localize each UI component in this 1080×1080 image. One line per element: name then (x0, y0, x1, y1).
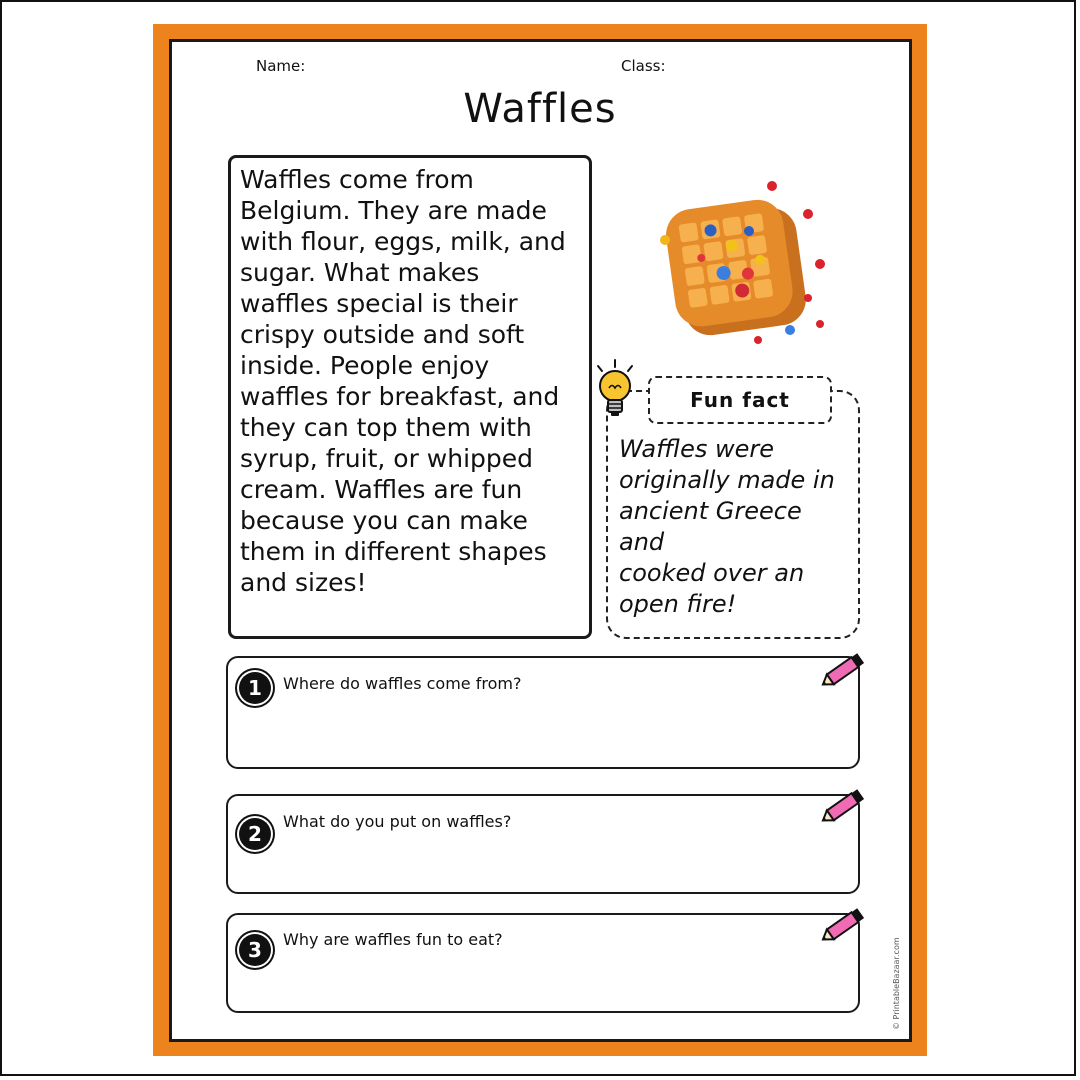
pencil-icon (818, 903, 870, 949)
page-title: Waffles (463, 86, 617, 132)
pencil-icon (818, 648, 870, 694)
name-label: Name: (256, 57, 306, 75)
story-line: syrup, fruit, or whipped (240, 444, 534, 473)
pencil-icon (818, 784, 870, 830)
question-2-number: 2 (239, 818, 271, 850)
fun-fact-line: ancient Greece and (619, 497, 802, 556)
question-3-text: Why are waffles fun to eat? (283, 930, 503, 949)
fun-fact-line: originally made in (619, 466, 835, 494)
question-2-answer-box[interactable] (226, 794, 860, 894)
lightbulb-icon (590, 358, 640, 422)
story-line: Waffles come from (240, 165, 474, 194)
story-line: because you can make (240, 506, 528, 535)
fun-fact-line: open fire! (619, 590, 737, 618)
story-line: inside. People enjoy (240, 351, 490, 380)
question-3-answer-box[interactable] (226, 913, 860, 1013)
copyright-text: © PrintableBazaar.com (892, 937, 901, 1030)
story-text (240, 164, 581, 598)
story-line: waffles special is their (240, 289, 518, 318)
story-box (228, 155, 592, 639)
fun-fact-line: cooked over an (619, 559, 805, 587)
fun-fact-line: Waffles were (619, 435, 775, 463)
story-line: cream. Waffles are fun (240, 475, 523, 504)
story-line: with flour, eggs, milk, and (240, 227, 566, 256)
fun-fact-title: Fun fact (648, 376, 832, 424)
story-line: Belgium. They are made (240, 196, 547, 225)
story-line: and sizes! (240, 568, 367, 597)
fun-fact-text (619, 434, 854, 620)
story-line: them in different shapes (240, 537, 547, 566)
question-2-text: What do you put on waffles? (283, 812, 512, 831)
story-line: waffles for breakfast, and (240, 382, 560, 411)
story-line: sugar. What makes (240, 258, 480, 287)
question-1-number: 1 (239, 672, 271, 704)
story-line: they can top them with (240, 413, 532, 442)
question-3-number: 3 (239, 934, 271, 966)
waffle-with-berries-icon (650, 176, 830, 346)
question-1-answer-box[interactable] (226, 656, 860, 769)
question-1-text: Where do waffles come from? (283, 674, 522, 693)
class-label: Class: (621, 57, 666, 75)
story-line: crispy outside and soft (240, 320, 525, 349)
